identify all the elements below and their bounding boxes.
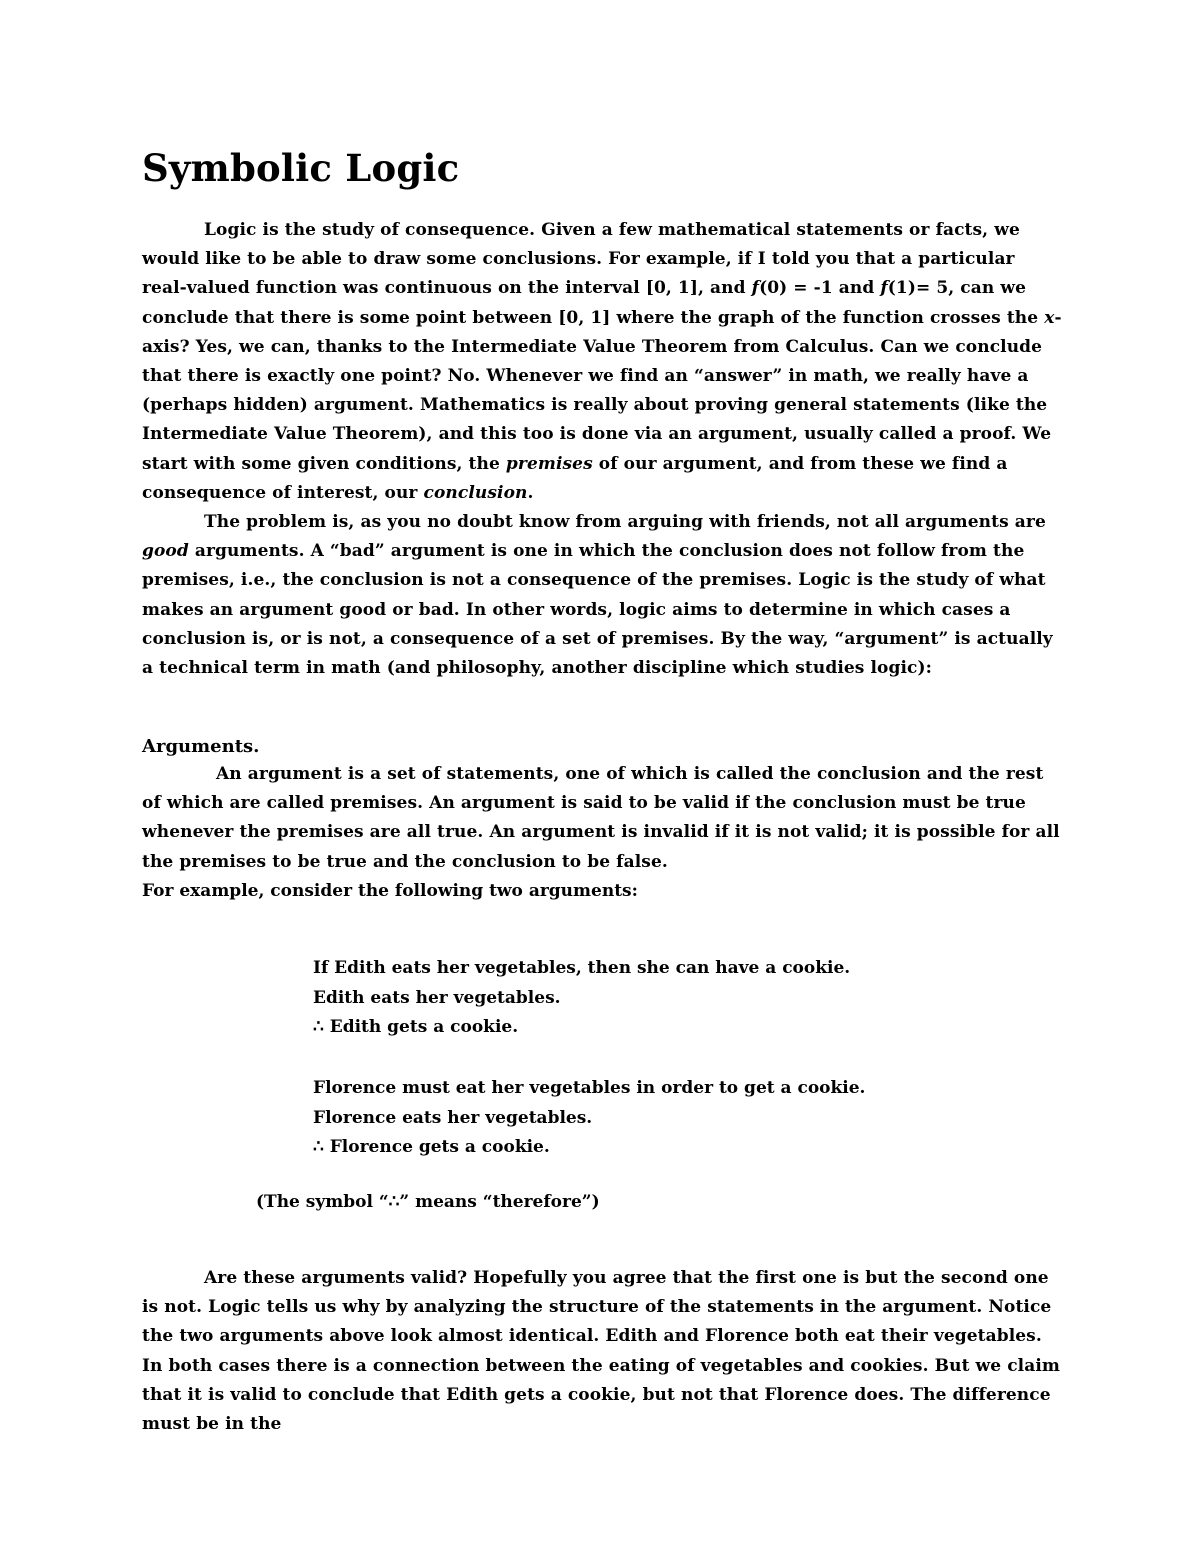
example-intro: For example, consider the following two arguments:	[142, 881, 638, 901]
intro-text-6: .	[527, 482, 534, 503]
argument-edith-premise-2: Edith eats her vegetables.	[313, 987, 561, 1008]
intro-text-2: (0) = -1 and	[759, 278, 881, 299]
argument-edith-premise-1: If Edith eats her vegetables, then she can have a cookie.	[313, 958, 851, 978]
intro-conclusion-word: conclusion	[423, 482, 528, 503]
intro-f-symbol-2: f	[880, 278, 888, 299]
intro-paragraph	[142, 216, 1062, 508]
arguments-heading: Arguments.	[142, 736, 260, 757]
intro-text-5: of our argument, and from these we find a consequence of interest, our	[142, 453, 1008, 503]
intro-f-symbol: f	[751, 278, 760, 299]
closing-paragraph: Are these arguments valid? Hopefully you agree that the first one is but the second one is not. Logic tells us why by analyzing the structure of the statements in the argument. Notice the two arguments above look almost identical. Edith and Florence both eat their vegetables. In both cases there is a connection between the eating of vegetables and cookies. But we claim that it is valid to conclude that Edith gets a cookie, but not that Florence does. The difference must be in the	[142, 1268, 1060, 1435]
therefore-symbol-note: (The symbol “∴” means “therefore”)	[256, 1192, 600, 1212]
definition-paragraph: An argument is a set of statements, one of which is called the conclusion and the rest of which are called premises. An argument is said to be valid if the conclusion must be true whenever the premises are all true. An argument is invalid if it is not valid; it is possible for all the premises to be true and the conclusion to be false.	[142, 764, 1060, 872]
intro-text-3: (1)= 5, can we conclude that there is some point between [0, 1] where the graph of the function crosses the	[142, 278, 1045, 328]
argument-florence-premise-2: Florence eats her vegetables.	[313, 1107, 593, 1128]
argument-edith-conclusion: ∴ Edith gets a cookie.	[313, 1017, 519, 1037]
problem-text-1: The problem is, as you no doubt know from arguing with friends, not all arguments are	[204, 512, 1046, 532]
intro-x-symbol: x	[1044, 307, 1055, 328]
problem-paragraph	[142, 508, 1062, 683]
problem-good-word: good	[142, 541, 189, 562]
argument-florence-premise-1: Florence must eat her vegetables in order to get a cookie.	[313, 1078, 866, 1098]
argument-florence-conclusion: ∴ Florence gets a cookie.	[313, 1137, 550, 1157]
problem-text-2: arguments. A “bad” argument is one in which the conclusion does not follow from the premises, i.e., the conclusion is not a consequence of the premises. Logic is the study of what makes an argument good or bad. In other words, logic aims to determine in which cases a conclusion is, or is not, a consequence of a set of premises. By the way, “argument” is actually a technical term in math (and philosophy, another discipline which studies logic):	[142, 541, 1053, 679]
page-title: Symbolic Logic	[142, 146, 460, 190]
intro-text-4: -axis? Yes, we can, thanks to the Intermediate Value Theorem from Calculus. Can we conclude that there is exactly one point? No. Whenever we find an “answer” in math, we really have a (perhaps hidden) argument. Mathematics is really about proving general statements (like the Intermediate Value Theorem), and this too is done via an argument, usually called a proof. We start with some given conditions, the	[142, 307, 1062, 474]
argument-edith	[313, 954, 850, 1043]
intro-premises-word: premises	[505, 453, 593, 474]
argument-florence	[313, 1074, 865, 1163]
intro-text-1: Logic is the study of consequence. Given a few mathematical statements or facts, we would like to be able to draw some conclusions. For example, if I told you that a particular real-valued function was continuous on the interval [0, 1], and	[142, 220, 1020, 299]
